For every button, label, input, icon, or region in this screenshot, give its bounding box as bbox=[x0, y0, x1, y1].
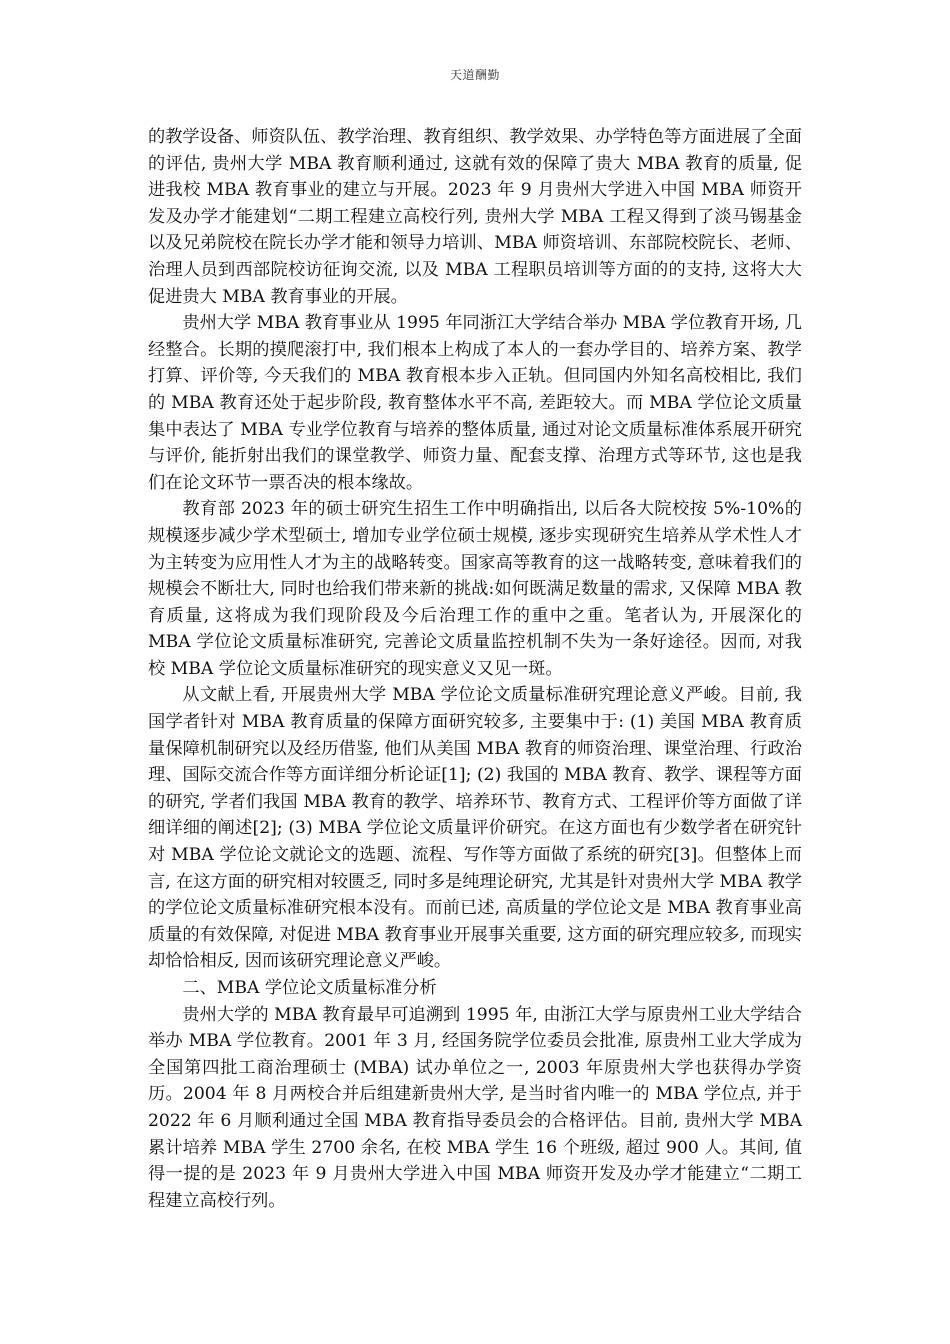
page-header bbox=[0, 66, 950, 83]
paragraph-continuation: 的教学设备、师资队伍、教学治理、教育组织、教学效果、办学特色等方面进展了全面的评估, 贵州大学 MBA 教育顺利通过, 这就有效的保障了贵大 MBA 教育的质量, 促进我校 MBA 教育事业的建立与开展。2023 年 9 月贵州大学进入中国 MBA 师资开发及办学才能建划“二期工程建立高校行列, 贵州大学 MBA 工程又得到了淡马锡基金以及兄弟院校在院长办学才能和领导力培训、MBA 师资培训、东部院校院长、老师、治理人员到西部院校访征询交流, 以及 MBA 工程职员培训等方面的的支持, 这将大大促进贵大 MBA 教育事业的开展。 bbox=[148, 127, 802, 307]
header-motto: 天道酬勤 bbox=[449, 68, 500, 82]
document-body bbox=[148, 124, 802, 1214]
paragraph-ministry-policy: 教育部 2023 年的硕士研究生招生工作中明确指出, 以后各大院校按 5%-10%的规模逐步减少学术型硕士, 增加专业学位硕士规模, 逐步实现研究生培养从学术性人才为主转变为应用性人才为主的战略转变。国家高等教育的这一战略转变, 意味着我们的规模会不断壮大, 同时也给我们带来新的挑战:如何既满足数量的需求, 又保障 MBA 教育质量, 这将成为我们现阶段及今后治理工作的重中之重。笔者认为, 开展深化的 MBA 学位论文质量标准研究, 完善论文质量监控机制不失为一条好途径。因而, 对我校 MBA 学位论文质量标准研究的现实意义又见一斑。 bbox=[148, 499, 802, 679]
section-heading: 二、MBA 学位论文质量标准分析 bbox=[182, 978, 437, 998]
paragraph-mba-history: 贵州大学 MBA 教育事业从 1995 年同浙江大学结合举办 MBA 学位教育开场, 几经整合。长期的摸爬滚打中, 我们根本上构成了本人的一套办学目的、培养方案、教学打算、评价等, 今天我们的 MBA 教育根本步入正轨。但同国内外知名高校相比, 我们的 MBA 教育还处于起步阶段, 教育整体水平不高, 差距较大。而 MBA 学位论文质量集中表达了 MBA 专业学位教育与培养的整体质量, 通过对论文质量标准体系展开研究与评价, 能折射出我们的课堂教学、师资力量、配套支撑、治理方式等环节, 这也是我们在论文环节一票否决的根本缘故。 bbox=[148, 313, 802, 493]
paragraph-literature-review: 从文献上看, 开展贵州大学 MBA 学位论文质量标准研究理论意义严峻。目前, 我国学者针对 MBA 教育质量的保障方面研究较多, 主要集中于: (1) 美国 MBA 教育质量保障机制研究以及经历借鉴, 他们从美国 MBA 教育的师资治理、课堂治理、行政治理、国际交流合作等方面详细分析论证[1]; (2) 我国的 MBA 教育、教学、课程等方面的研究, 学者们我国 MBA 教育的教学、培养环节、教育方式、工程评价等方面做了详细详细的阐述[2]; (3) MBA 学位论文质量评价研究。在这方面也有少数学者在研究针对 MBA 学位论文就论文的选题、流程、写作等方面做了系统的研究[3]。但整体上而言, 在这方面的研究相对较匮乏, 同时多是纯理论研究, 尤其是针对贵州大学 MBA 教学的学位论文质量标准研究根本没有。而前已述, 高质量的学位论文是 MBA 教育事业高质量的有效保障, 对促进 MBA 教育事业开展事关重要, 这方面的研究理应较多, 而现实却恰恰相反, 因而该研究理论意义严峻。 bbox=[148, 685, 802, 972]
paragraph-guizhou-mba-background: 贵州大学的 MBA 教育最早可追溯到 1995 年, 由浙江大学与原贵州工业大学结合举办 MBA 学位教育。2001 年 3 月, 经国务院学位委员会批准, 原贵州工业大学成为全国第四批工商治理硕士 (MBA) 试办单位之一, 2003 年原贵州大学也获得办学资历。2004 年 8 月两校合并后组建新贵州大学, 是当时省内唯一的 MBA 学位点, 并于 2022 年 6 月顺利通过全国 MBA 教育指导委员会的合格评估。目前, 贵州大学 MBA 累计培养 MBA 学生 2700 余名, 在校 MBA 学生 16 个班级, 超过 900 人。其间, 值得一提的是 2023 年 9 月贵州大学进入中国 MBA 师资开发及办学才能建立“二期工程建立高校行列。 bbox=[148, 1004, 802, 1211]
